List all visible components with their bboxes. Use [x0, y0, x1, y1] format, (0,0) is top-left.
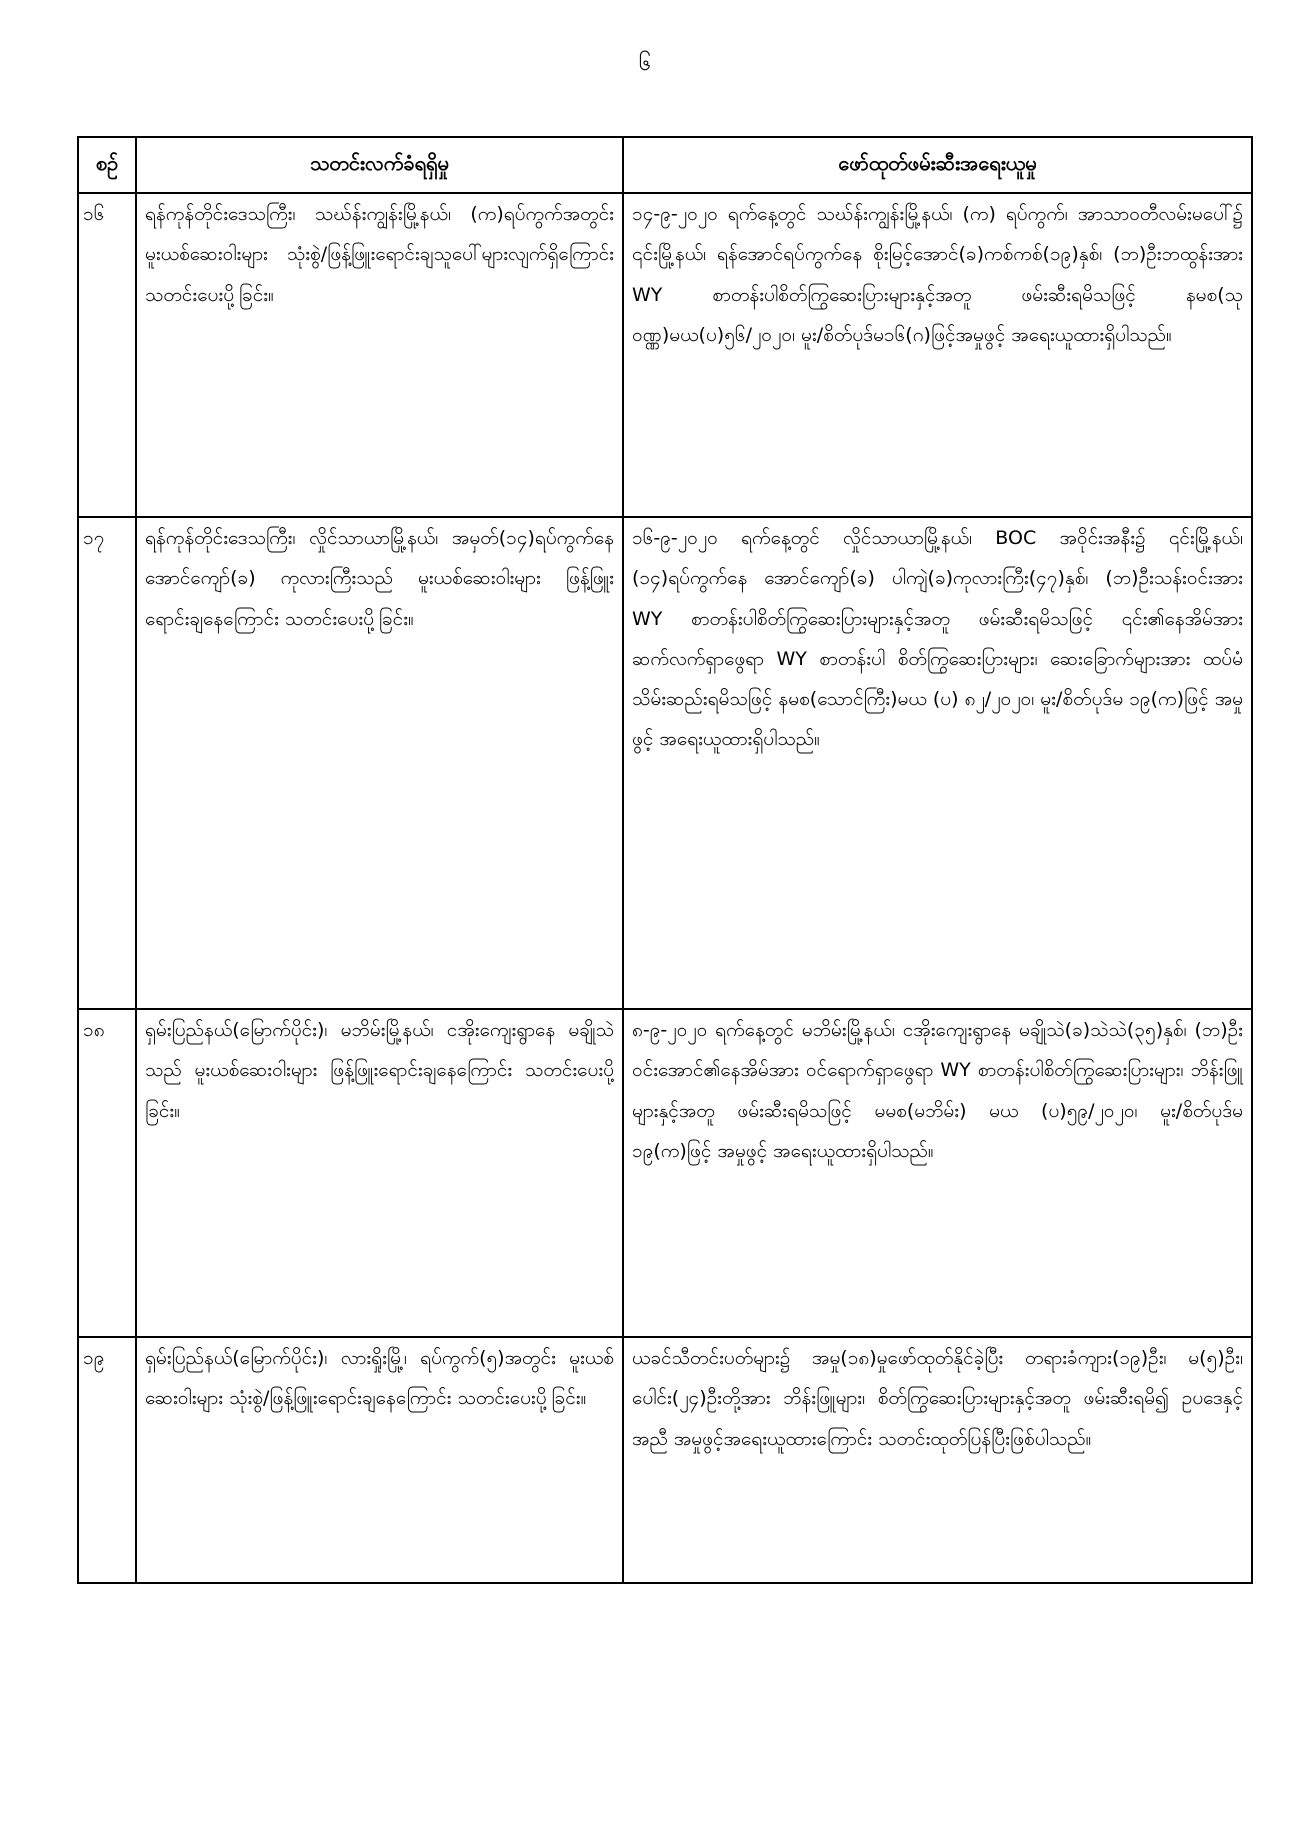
- header-action: ဖော်ထုတ်ဖမ်းဆီးအရေးယူမှု: [623, 137, 1252, 193]
- row-number: ၁၉: [78, 1337, 136, 1583]
- row-number: ၁၈: [78, 1009, 136, 1337]
- row-number: ၁၇: [78, 517, 136, 1009]
- row-information: [136, 1337, 623, 1583]
- action-text: ယခင်သီတင်းပတ်များ၌ အမှု(၁၈)မှုဖော်ထုတ်နိုင်ခဲ့ပြီး တရားခံကျား(၁၉)ဦး၊ မ(၅)ဦး၊ ပေါင်း(၂၄)ဦးတို့အား ဘိန်းဖြူများ၊ စိတ်ကြွဆေးပြားများနှင့်အတူ ဖမ်းဆီးရမိ၍ ဥပဒေနှင့်အညီ အမှုဖွင့်အရေးယူထားကြောင်း သတင်းထုတ်ပြန်ပြီးဖြစ်ပါသည်။: [632, 1347, 1243, 1450]
- page-number: ၆: [638, 51, 652, 76]
- table-row: [78, 1337, 1252, 1583]
- information-text: ရှမ်းပြည်နယ်(မြောက်ပိုင်း)၊ လားရှိုးမြို့၊ ရပ်ကွက်(၅)အတွင်း မူးယစ်ဆေးဝါးများ သုံးစွဲ/ဖြန့်ဖြူးရောင်းချနေကြောင်း သတင်းပေးပို့ခြင်း။: [145, 1347, 614, 1410]
- information-text: ရန်ကုန်တိုင်းဒေသကြီး၊ သဃ်န်းကျွန်းမြို့နယ်၊ (က)ရပ်ကွက်အတွင်း မူးယစ်ဆေးဝါးများ သုံးစွဲ/ဖြန့်ဖြူးရောင်းချသူပေါ်များလျက်ရှိကြောင်း သတင်းပေးပို့ခြင်း။: [145, 203, 614, 306]
- row-action: [623, 1337, 1252, 1583]
- report-table: [77, 136, 1253, 1584]
- action-text: ၁၆-၉-၂၀၂၀ ရက်နေ့တွင် လှိုင်သာယာမြို့နယ်၊ BOC အဝိုင်းအနီး၌ ၎င်းမြို့နယ်၊ (၁၄)ရပ်ကွက်နေ အောင်ကျော်(ခ) ပါကျဲ(ခ)ကုလားကြီး(၄၇)နှစ်၊ (ဘ)ဦးသန်းဝင်းအား WY စာတန်းပါစိတ်ကြွဆေးပြားများနှင့်အတူ ဖမ်းဆီးရမိသဖြင့် ၎င်း၏နေအိမ်အား ဆက်လက်ရှာဖွေရာ WY စာတန်းပါ စိတ်ကြွဆေးပြားများ၊ ဆေးခြောက်များအား ထပ်မံသိမ်းဆည်းရမိသဖြင့် နမစ(သောင်ကြီး)မယ (ပ) ၈၂/၂၀၂၀၊ မူး/စိတ်ပုဒ်မ ၁၉(က)ဖြင့် အမှုဖွင့် အရေးယူထားရှိပါသည်။: [632, 527, 1243, 751]
- action-text: ၁၄-၉-၂၀၂၀ ရက်နေ့တွင် သဃ်န်းကျွန်းမြို့နယ်၊ (က) ရပ်ကွက်၊ အာသာဝတီလမ်းမပေါ်၌ ၎င်းမြို့နယ်၊ ရန်အောင်ရပ်ကွက်နေ စိုးမြင့်အောင်(ခ)ကစ်ကစ်(၁၉)နှစ်၊ (ဘ)ဦးဘထွန်းအား WY စာတန်းပါစိတ်ကြွဆေးပြားများနှင့်အတူ ဖမ်းဆီးရမိသဖြင့် နမစ(သုဝဏ္ဏ)မယ(ပ)၅၆/၂၀၂၀၊ မူး/စိတ်ပုဒ်မ၁၆(ဂ)ဖြင့်အမှုဖွင့် အရေးယူထားရှိပါသည်။: [632, 203, 1243, 346]
- action-text: ၈-၉-၂၀၂၀ ရက်နေ့တွင် မဘိမ်းမြို့နယ်၊ ငအိုးကျေးရွာနေ မချိုသဲ(ခ)သဲသဲ(၃၅)နှစ်၊ (ဘ)ဦးဝင်းအောင်၏နေအိမ်အား ဝင်ရောက်ရှာဖွေရာ WY စာတန်းပါစိတ်ကြွဆေးပြားများ၊ ဘိန်းဖြူများနှင့်အတူ ဖမ်းဆီးရမိသဖြင့် မမစ(မဘိမ်း) မယ (ပ)၅၉/၂၀၂၀၊ မူး/စိတ်ပုဒ်မ ၁၉(က)ဖြင့် အမှုဖွင့် အရေးယူထားရှိပါသည်။: [632, 1019, 1243, 1162]
- information-text: ရှမ်းပြည်နယ်(မြောက်ပိုင်း)၊ မဘိမ်းမြို့နယ်၊ ငအိုးကျေးရွာနေ မချိုသဲသည် မူးယစ်ဆေးဝါးများ ဖြန့်ဖြူးရောင်းချနေကြောင်း သတင်းပေးပို့ခြင်း။: [145, 1019, 614, 1122]
- row-information: [136, 517, 623, 1009]
- header-information: သတင်းလက်ခံရရှိမှု: [136, 137, 623, 193]
- table-header-row: [78, 137, 1252, 193]
- table-row: [78, 193, 1252, 517]
- row-number: ၁၆: [78, 193, 136, 517]
- table-row: [78, 517, 1252, 1009]
- row-action: [623, 1009, 1252, 1337]
- row-action: [623, 193, 1252, 517]
- header-no: စဉ်: [78, 137, 136, 193]
- table-row: [78, 1009, 1252, 1337]
- information-text: ရန်ကုန်တိုင်းဒေသကြီး၊ လှိုင်သာယာမြို့နယ်၊ အမှတ်(၁၄)ရပ်ကွက်နေ အောင်ကျော်(ခ) ကုလားကြီးသည် မူးယစ်ဆေးဝါးများ ဖြန့်ဖြူး ရောင်းချနေကြောင်း သတင်းပေးပို့ခြင်း။: [145, 527, 614, 630]
- row-information: [136, 193, 623, 517]
- row-action: [623, 517, 1252, 1009]
- row-information: [136, 1009, 623, 1337]
